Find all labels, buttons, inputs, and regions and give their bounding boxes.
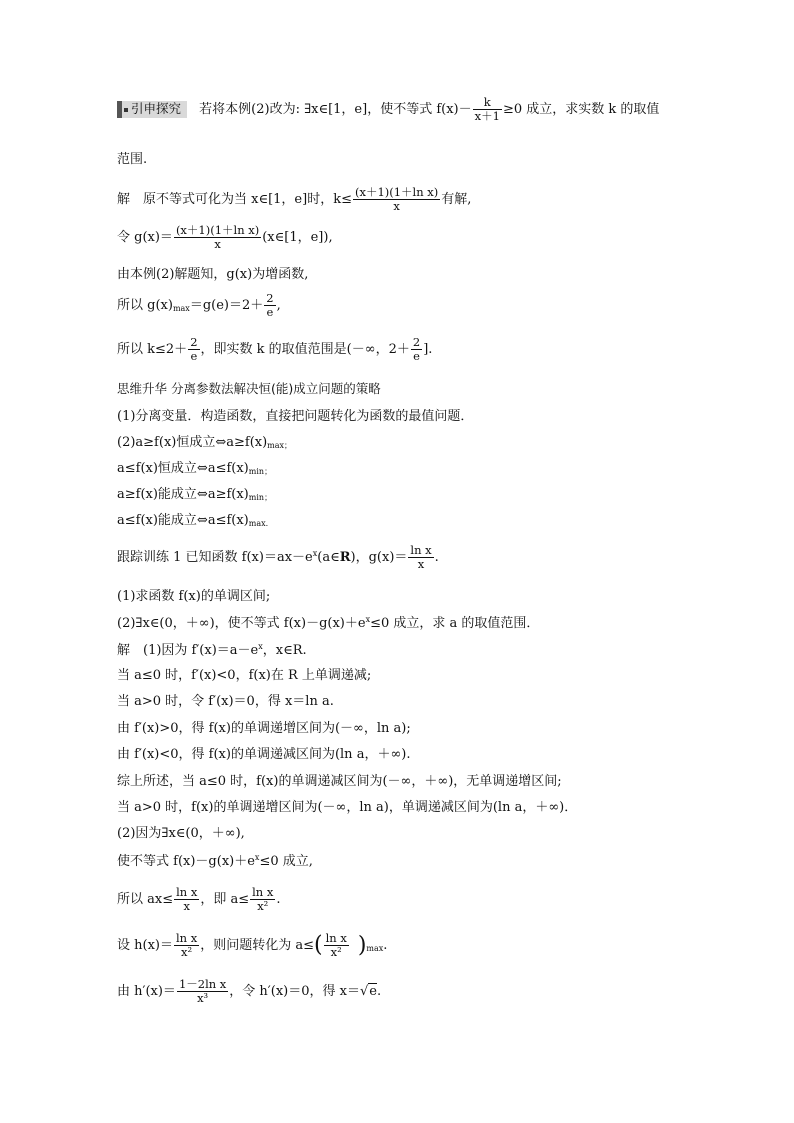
summary-title: 思维升华 分离参数法解决恒(能)成立问题的策略 xyxy=(117,381,381,396)
intro-line: 引申探究 若将本例(2)改为: ∃x∈[1，e]，使不等式 f(x)－ $\frac{k}{x+1}$ ≥0 成立，求实数 k 的取值 xyxy=(117,96,659,123)
sqrt-icon: √ xyxy=(359,984,369,1000)
solution-line-2: 令 g(x)＝ $\frac{\text{(x＋1)(1＋ln x)}}{x}$ (x∈[1，e]), xyxy=(117,223,333,252)
solution-line-5: 所以 k≤2＋ $\frac{2}{e}$ ，即实数 k 的取值范围是(－∞，2＋ $\frac{2}{e}$ ]. xyxy=(117,335,433,364)
summary-item-5: a≤f(x)能成立$\Leftrightarrow a\le f(x)_{max.}$ xyxy=(117,513,269,528)
summary-item-3: a≤f(x)恒成立$\Leftrightarrow a\le f(x)_{min;}$ xyxy=(117,461,273,476)
solution-line-3: 由本例(2)解题知，g(x)为增函数, xyxy=(117,267,309,282)
answer-line-9: 使不等式 $f(x)-g(x)+e^x\le 0$ 成立, xyxy=(117,853,313,869)
answer-line-5: 由 f′(x)<0，得 f(x)的单调递减区间为(ln a，＋∞). xyxy=(117,747,411,762)
question-1: (1)求函数 f(x)的单调区间; xyxy=(117,589,271,604)
summary-item-2: (2)a≥f(x)恒成立$\Leftrightarrow a\ge f(x)_{max;}$ xyxy=(117,435,293,450)
exercise-statement: 跟踪训练 1 已知函数 $f(x)=ax-e^x(a\in R)$，g(x)＝ $\frac{\text{ln x}}{x}$ . xyxy=(117,543,439,572)
intro-line-2: 范围. xyxy=(117,152,148,167)
section-tag: 引申探究 xyxy=(117,101,187,118)
answer-line-6: 综上所述，当 a≤0 时，f(x)的单调递减区间为(－∞，＋∞)，无单调递增区间; xyxy=(117,774,562,789)
question-2: (2)∃x∈(0，＋∞)，使不等式 $f(x)-g(x)+e^x\le 0$ 成立，求 a 的取值范围． xyxy=(117,615,540,631)
fraction: $\frac{k}{x+1}$ xyxy=(474,95,500,124)
answer-line-3: 当 a>0 时，令 f′(x)＝0，得 x＝ln a. xyxy=(117,694,334,709)
solution-line-4: 所以 $g(x)_{max}=g(e)=2+$ $\frac{2}{e}$ , xyxy=(117,291,281,320)
summary-item-4: a≥f(x)能成立$\Leftrightarrow a\ge f(x)_{min;}$ xyxy=(117,487,273,502)
answer-line-2: 当 a≤0 时，f′(x)<0，f(x)在 R 上单调递减; xyxy=(117,668,372,683)
answer-line-4: 由 f′(x)>0，得 f(x)的单调递增区间为(－∞，ln a); xyxy=(117,721,411,736)
answer-line-7: 当 a>0 时，f(x)的单调递增区间为(－∞，ln a)，单调递减区间为(ln a，＋∞)． xyxy=(117,800,578,815)
answer-line-11: 设 h(x)＝ $\frac{\text{ln x}}{\text{x²}}$ ，则问题转化为 a≤( $\frac{\text{ln x}}{\text{x²}}$ )$_{max}$. xyxy=(117,931,388,960)
answer-line-12: 由 h′(x)＝ $\frac{\text{1－2ln x}}{\text{x³}}$ ，令 h′(x)＝0，得 x＝√e. xyxy=(117,977,382,1006)
answer-line-8: (2)因为∃x∈(0，＋∞), xyxy=(117,826,245,841)
answer-line-1: 解 (1)因为 $f'(x)=a-e^x$，x∈R. xyxy=(117,642,307,658)
right-paren: ) xyxy=(357,932,367,958)
solution-line-1: 解 原不等式可化为当 x∈[1，e]时，k≤ $\frac{\text{(x＋1)(1＋ln x)}}{x}$ 有解, xyxy=(117,185,472,214)
summary-item-1: (1)分离变量．构造函数，直接把问题转化为函数的最值问题． xyxy=(117,409,474,424)
square-bullet-icon xyxy=(124,108,128,112)
left-paren: ( xyxy=(314,932,323,958)
answer-line-10: 所以 ax≤ $\frac{\text{ln x}}{x}$ ，即 a≤ $\frac{\text{ln x}}{\text{x²}}$ . xyxy=(117,885,281,914)
